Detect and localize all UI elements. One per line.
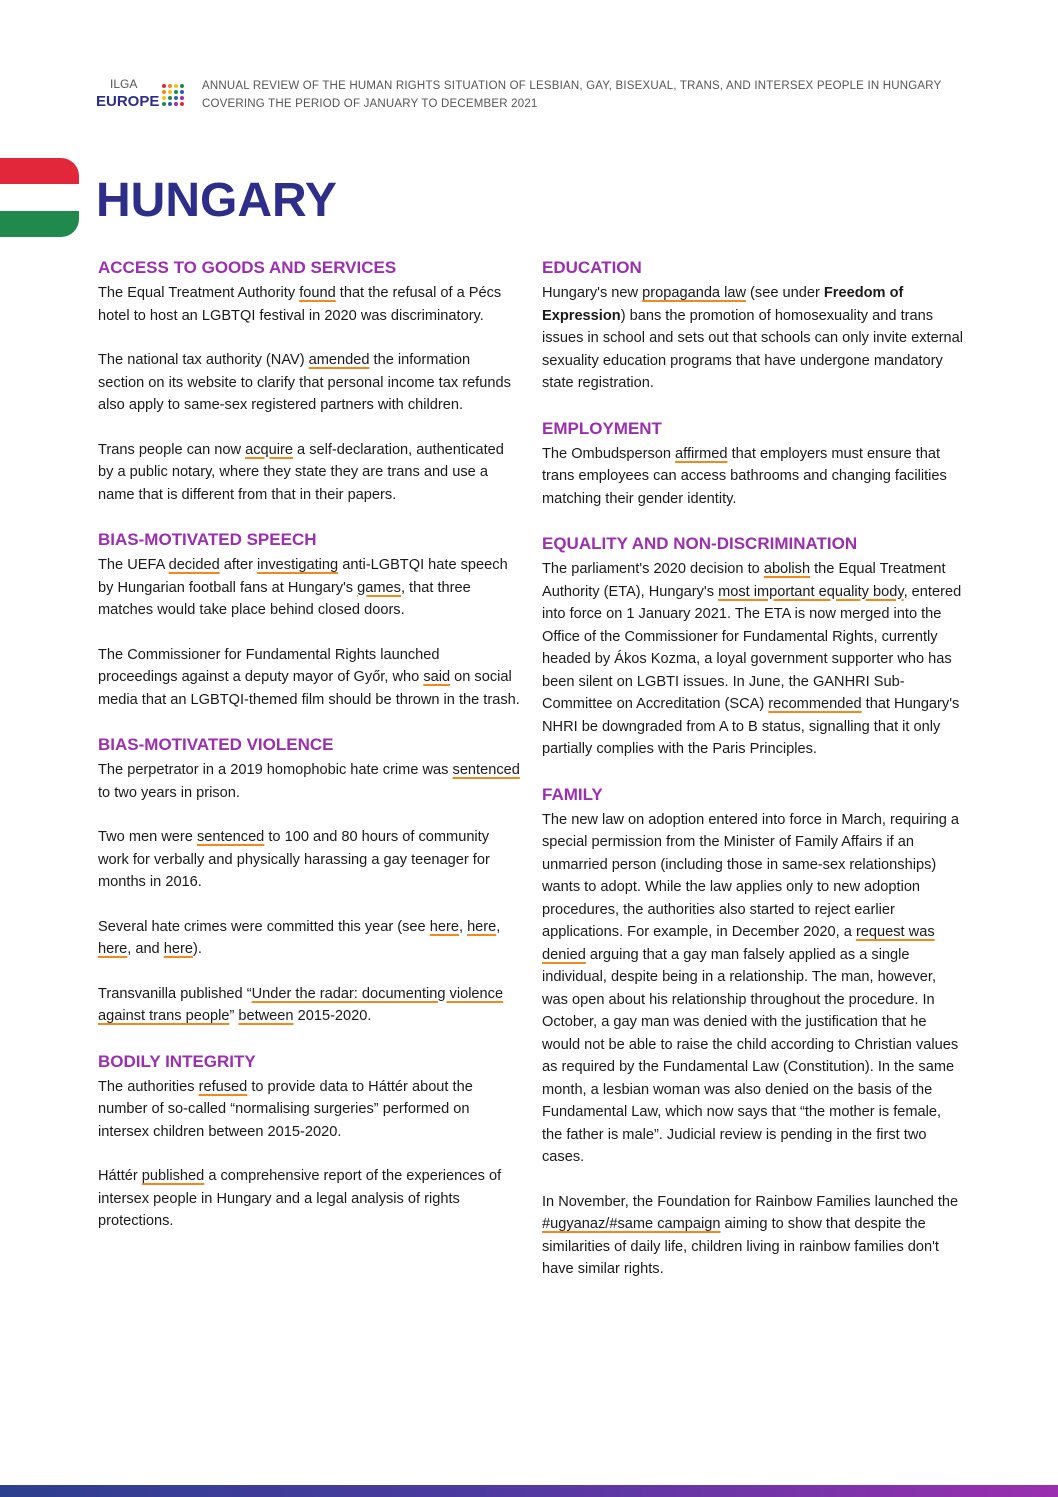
text-segment: The Commissioner for Fundamental Rights launched proceedings against a deputy mayor of Győr, who xyxy=(98,646,440,685)
text-segment: The UEFA xyxy=(98,557,169,573)
text-segment: on social media that an LGBTQI-themed film should be thrown in the trash. xyxy=(98,669,520,708)
text-segment: The national tax authority (NAV) xyxy=(98,352,309,368)
text-segment: The Ombudsperson xyxy=(542,445,676,462)
section-bodily-integrity xyxy=(98,1050,520,1233)
text-segment: The perpetrator in a 2019 homophobic hate crime was xyxy=(98,762,453,778)
text-segment: , xyxy=(458,918,468,935)
hungary-flag-icon xyxy=(0,158,79,237)
logo-line-1: ILGA xyxy=(110,77,138,91)
flag-stripe-white xyxy=(0,184,79,210)
text-segment: a comprehensive report of the experiences of intersex people in Hungary and a legal analysis of rights protections. xyxy=(98,1168,502,1229)
header-line-2: COVERING THE PERIOD OF JANUARY TO DECEMBER 2021 xyxy=(202,98,538,110)
inline-link[interactable]: Under the radar: documenting violence against trans people xyxy=(98,985,504,1024)
text-segment: ” xyxy=(229,1008,239,1024)
paragraph xyxy=(98,826,520,894)
text-segment: , that three matches would take place behind closed doors. xyxy=(98,579,471,618)
text-segment: , xyxy=(496,918,501,935)
paragraph xyxy=(98,1165,520,1233)
paragraph xyxy=(98,282,520,327)
text-segment: The parliament's 2020 decision to xyxy=(542,561,764,577)
inline-link[interactable]: amended xyxy=(308,352,370,368)
paragraph xyxy=(542,558,964,761)
inline-link[interactable]: here xyxy=(98,941,128,957)
inline-link[interactable]: between xyxy=(238,1008,294,1024)
header-text xyxy=(202,77,941,113)
paragraph xyxy=(98,759,520,804)
inline-link[interactable]: abolish xyxy=(763,561,811,577)
text-segment: that employers must ensure that trans employees can access bathrooms and changing facilities matching their gender identity. xyxy=(542,445,947,507)
inline-link[interactable]: published xyxy=(141,1168,205,1184)
section-bias-motivated-speech xyxy=(98,528,520,711)
logo-line-2: EUROPE xyxy=(96,93,160,110)
section-heading: BIAS-MOTIVATED VIOLENCE xyxy=(98,735,334,754)
paragraph xyxy=(98,349,520,417)
page-header xyxy=(96,74,996,118)
section-education xyxy=(542,256,964,395)
ilga-europe-logo xyxy=(96,76,192,116)
inline-link[interactable]: here xyxy=(467,918,497,935)
section-heading: EMPLOYMENT xyxy=(542,418,662,438)
paragraph xyxy=(542,1191,964,1281)
text-segment: ). xyxy=(192,941,202,957)
text-segment: The authorities xyxy=(98,1078,199,1095)
text-segment: The new law on adoption entered into force in March, requiring a special permission from the Minister of Family Affairs if an unmarried person (including those in same-sex relationships) wants to adopt. While the law applies only to new adoption procedures, the authorities also started to reject earlier applications. For example, in December 2020, a xyxy=(542,811,959,940)
paragraph xyxy=(98,554,520,622)
paragraph xyxy=(98,644,520,712)
paragraph xyxy=(542,282,964,395)
text-segment: a self-declaration, authenticated by a public notary, where they state they are trans and use a name that is different from that in their papers. xyxy=(98,441,504,503)
inline-link[interactable]: investigating xyxy=(257,557,339,573)
footer-gradient-bar xyxy=(0,1485,1058,1497)
text-segment: arguing that a gay man falsely applied as a single individual, despite being in a relationship. The man, however, was open about his relationship throughout the procedure. In October, a gay man was denied with the justification that he would not be able to raise the child according to Christian values as required by the Fundamental Law (Constitution). In the same month, a lesbian woman was also denied on the basis of the Fundamental Law, which now says that “the mother is female, the father is male”. Judicial review is pending in the first two cases. xyxy=(542,946,959,1165)
page-title: HUNGARY xyxy=(96,174,337,227)
inline-link[interactable]: said xyxy=(423,669,451,685)
paragraph xyxy=(542,443,964,511)
paragraph xyxy=(98,439,520,507)
text-segment: to 100 and 80 hours of community work for verbally and physically harassing a gay teenager for months in 2016. xyxy=(98,829,490,890)
rainbow-dots-icon xyxy=(160,80,188,112)
text-segment: , entered into force on 1 January 2021. The ETA is now merged into the Office of the Commissioner for Fundamental Rights, currently headed by Ákos Kozma, a loyal government supporter who has been silent on LGBTI issues. In June, the GANHRI Sub-Committee on Accreditation (SCA) xyxy=(542,583,962,712)
flag-stripe-green xyxy=(0,211,79,237)
paragraph xyxy=(98,983,520,1028)
section-heading: FAMILY xyxy=(542,784,603,804)
paragraph xyxy=(98,916,520,961)
section-heading: EDUCATION xyxy=(542,258,642,277)
text-segment: that Hungary's NHRI be downgraded from A to B status, signalling that it only partially complies with the Paris Principles. xyxy=(542,696,960,757)
flag-stripe-red xyxy=(0,158,79,184)
inline-link[interactable]: games xyxy=(357,579,401,596)
inline-link[interactable]: refused xyxy=(198,1078,248,1095)
section-bias-motivated-violence xyxy=(98,733,520,1028)
inline-link[interactable]: sentenced xyxy=(452,762,520,778)
left-column xyxy=(98,256,520,1255)
inline-link[interactable]: request was denied xyxy=(542,924,935,963)
text-segment: to provide data to Háttér about the number of so-called “normalising surgeries” performed on intersex children between 2015-2020. xyxy=(98,1078,473,1140)
inline-link[interactable]: sentenced xyxy=(196,829,265,845)
section-employment xyxy=(542,417,964,511)
text-segment: In November, the Foundation for Rainbow Families launched the xyxy=(542,1193,959,1210)
section-heading: ACCESS TO GOODS AND SERVICES xyxy=(98,258,397,277)
text-segment: the information section on its website to clarify that personal income tax refunds also apply to same-sex registered partners with children. xyxy=(98,352,511,413)
inline-link[interactable]: #ugyanaz/#same campaign xyxy=(542,1216,721,1232)
text-segment: Háttér xyxy=(98,1168,142,1184)
text-segment: The Equal Treatment Authority xyxy=(98,285,300,301)
inline-link[interactable]: propaganda law xyxy=(642,285,746,301)
inline-link[interactable]: here xyxy=(163,941,193,957)
inline-link[interactable]: found xyxy=(299,285,336,301)
right-column xyxy=(542,256,964,1303)
section-heading: EQUALITY AND NON-DISCRIMINATION xyxy=(542,534,858,553)
text-segment: that the refusal of a Pécs hotel to host an LGBTQI festival in 2020 was discriminatory. xyxy=(98,285,502,324)
text-segment: ) bans the promotion of homosexuality and trans issues in school and sets out that schools can only invite external sexuality education programs that have undergone mandatory state registration. xyxy=(542,307,964,391)
inline-link[interactable]: most important equality body xyxy=(718,583,904,600)
text-segment: Trans people can now xyxy=(98,441,246,458)
section-heading: BODILY INTEGRITY xyxy=(98,1051,256,1071)
inline-link[interactable]: acquire xyxy=(245,441,293,458)
text-segment: (see under xyxy=(746,285,824,301)
text-segment: Transvanilla published “ xyxy=(98,985,252,1002)
inline-link[interactable]: here xyxy=(429,918,459,935)
inline-link[interactable]: affirmed xyxy=(675,445,728,462)
text-segment: the Equal Treatment Authority (ETA), Hungary's xyxy=(542,561,946,600)
text-segment: to two years in prison. xyxy=(98,784,240,801)
paragraph xyxy=(542,809,964,1169)
text-segment: 2015-2020. xyxy=(293,1008,372,1024)
section-heading: BIAS-MOTIVATED SPEECH xyxy=(98,530,317,549)
paragraph xyxy=(98,1076,520,1144)
header-line-1: ANNUAL REVIEW OF THE HUMAN RIGHTS SITUATION OF LESBIAN, GAY, BISEXUAL, TRANS, AND INTERSEX PEOPLE IN HUNGARY xyxy=(202,80,942,92)
text-segment: Several hate crimes were committed this year (see xyxy=(98,918,430,935)
section-equality-and-non-discrimination xyxy=(542,532,964,761)
inline-link[interactable]: decided xyxy=(168,557,220,573)
text-segment: anti-LGBTQI hate speech by Hungarian football fans at Hungary's xyxy=(98,557,508,596)
section-access-to-goods-and-services xyxy=(98,256,520,506)
text-segment: Hungary's new xyxy=(542,285,643,301)
text-segment: aiming to show that despite the similarities of daily life, children living in rainbow families don't have similar rights. xyxy=(542,1216,939,1277)
section-family xyxy=(542,783,964,1281)
text-segment: after xyxy=(219,557,258,573)
inline-link[interactable]: recommended xyxy=(768,696,862,712)
text-segment: Two men were xyxy=(98,829,197,845)
bold-text: Freedom of Expression xyxy=(542,285,904,324)
text-segment: , and xyxy=(127,941,164,957)
